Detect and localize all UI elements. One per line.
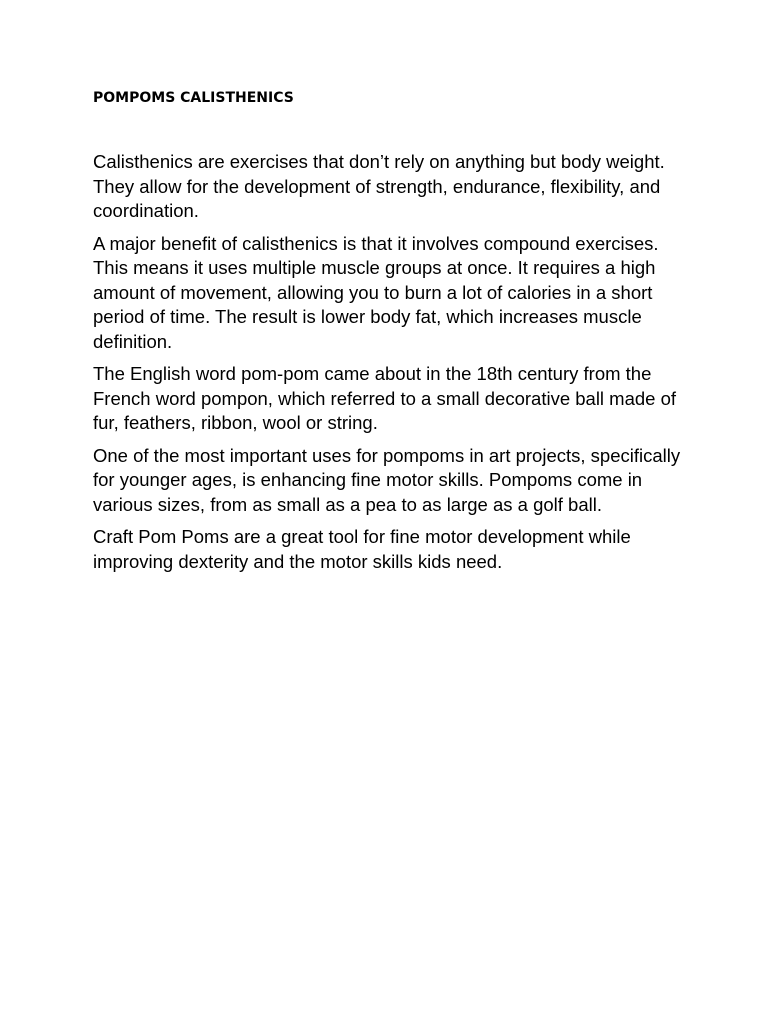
paragraph-craft-pompoms: Craft Pom Poms are a great tool for fine motor development while improving dexterity and the motor skills kids need. xyxy=(93,526,631,572)
paragraph-pompom-art-uses: One of the most important uses for pompoms in art projects, specifically for younger ages, is enhancing fine motor skills. Pompoms come in various sizes, from as small as a pea to as large as a golf ball. xyxy=(93,444,681,515)
document-title: POMPOMS CALISTHENICS xyxy=(93,90,294,106)
paragraph-pompom-etymology: The English word pom-pom came about in the 18th century from the French word pompon, which referred to a small decorative ball made of fur, feathers, ribbon, wool or string. xyxy=(93,363,677,433)
paragraph-calisthenics-definition: Calisthenics are exercises that don’t rely on anything but body weight. They allow for the development of strength, endurance, flexibility, and coordination. xyxy=(93,151,665,221)
paragraph-calisthenics-benefit: A major benefit of calisthenics is that it involves compound exercises. This means it uses multiple muscle groups at once. It requires a high amount of movement, allowing you to burn a lot of calories in a short period of time. The result is lower body fat, which increases muscle definition. xyxy=(93,232,659,352)
document-body xyxy=(93,150,683,582)
